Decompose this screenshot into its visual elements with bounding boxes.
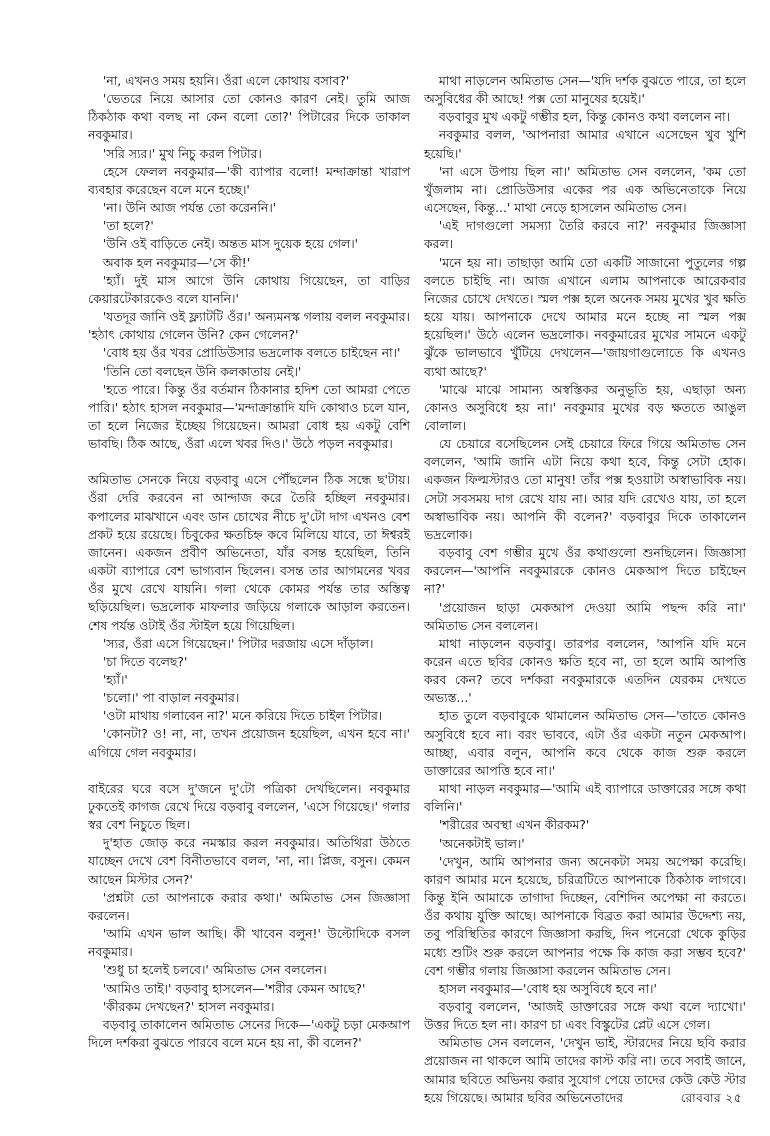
paragraph: 'প্রশ্নটা তো আপনাকে করার কথা।' অমিতাভ সেন জিজ্ঞাসা করলেন। [88,889,410,923]
paragraph: 'শরীরের অবস্থা এখন কীরকম?' [438,817,590,833]
paragraph: 'মনে হয় না। তাছাড়া আমি তো একটি সাজানো পুতুলের গল্প বলতে চাইছি না। আজ এখানে এলাম আপনাকে আরেকবার নিজের চোখে দেখতে। স্মল পক্স হলে অনেক সময় মুখের খুব ক্ষতি হয়ে যায়। আপনাকে দেখে আমার মনে হচ্ছে না স্মল পক্স হয়েছিল।' উঠে এলেন ভদ্রলোক। নবকুমারের মুখের সামনে একটু ঝুঁকে ভালভাবে খুঁটিয়ে দেখলেন—'জায়গাগুলোতে কি এখনও ব্যথা আছে?' [424,254,746,379]
paragraph: 'হতে পারে। কিন্তু ওঁর বর্তমান ঠিকানার হদিশ তো আমরা পেতে পারি।' হঠাৎ হাসল নবকুমার—'মন্দাক্রান্তাদি যদি কোথাও চলে যান, তা হলে নিজের ইচ্ছেয় গিয়েছেন। আমরা বোধ হয় একটু বেশি ভাবছি। ঠিক আছে, ওঁরা এলে খবর দিও।' উঠে পড়ল নবকুমার। [88,381,410,452]
paragraph: মাথা নাড়ল নবকুমার—'আমি এই ব্যাপারে ডাক্তারের সঙ্গে কথা বলিনি।' [424,781,746,815]
paragraph: 'না। উনি আজ পর্যন্ত তো করেননি।' [102,200,277,216]
paragraph: 'কোনটা? ও! না, না, তখন প্রয়োজন হয়েছিল, এখন হবে না।' এগিয়ে গেল নবকুমার। [88,726,410,760]
paragraph: বড়বাবু বেশ গম্ভীর মুখে ওঁর কথাগুলো শুনছিলেন। জিজ্ঞাসা করলেন—'আপনি নবকুমারকে কোনও মেকআপ দিতে চাইছেন না?' [424,545,746,597]
paragraph: যে চেয়ারে বসেছিলেন সেই চেয়ারে ফিরে গিয়ে অমিতাভ সেন বললেন, 'আমি জানি এটা নিয়ে কথা হবে, কিন্তু সেটা হোক। একজন ফিল্মস্টারও তো মানুষ! তাঁর পক্স হওয়াটা অস্বাভাবিক নয়। সেটা সবসময় দাগ রেখে যায় না। আর যদি রেখেও যায়, তা হলে অস্বাভাবিক নয়। আপনি কী বলেন?' বড়বাবুর দিকে তাকালেন ভদ্রলোক। [424,436,746,542]
paragraph: বড়বাবু তাকালেন অমিতাভ সেনের দিকে—'একটু চড়া মেকআপ দিলে দর্শকরা বুঝতে পারবে বলে মনে হয় না, কী বলেন?' [88,1016,410,1050]
paragraph: 'ওটা মাথায় গলাবেন না?' মনে করিয়ে দিতে চাইল পিটার। [102,708,383,724]
paragraph: বাইরের ঘরে বসে দু'জনে দু'টো পত্রিকা দেখছিলেন। নবকুমার ঢুকতেই কাগজ রেখে দিয়ে বড়বাবু বললেন, 'এসে গিয়েছে।' গলার স্বর বেশ নিচুতে ছিল। [88,780,410,833]
paragraph: 'কীরকম দেখছেন?' হাসল নবকুমার। [102,998,275,1014]
paragraph: 'তা হলে?' [102,218,154,234]
paragraph: 'তিনি তো বলছেন উনি কলকাতায় নেই।' [102,363,302,379]
paragraph: মাথা নাড়লেন বড়বাবু। তারপর বললেন, 'আপনি যদি মনে করেন এতে ছবির কোনও ক্ষতি হবে না, তা হলে আমি আপত্তি করব কেন? তবে দর্শকরা নবকুমারকে এতদিন যেরকম দেখতে অভ্যস্ত...' [424,635,746,706]
paragraph: 'ভেতরে নিয়ে আসার তো কোনও কারণ নেই। তুমি আজ ঠিকঠাক কথা বলছ না কেন বলো তো?' পিটারের দিকে তাকাল নবকুমার। [88,91,410,143]
paragraph: মাথা নাড়লেন অমিতাভ সেন—'যদি দর্শক বুঝতে পারে, তা হলে অসুবিধের কী আছে! পক্স তো মানুষের হয়েই।' [424,73,746,107]
paragraph: হেসে ফেলল নবকুমার—'কী ব্যাপার বলো! মন্দাক্রান্তা খারাপ ব্যবহার করেছেন বলে মনে হচ্ছে।' [88,163,410,197]
paragraph: 'অনেকটাই ভাল।' [438,835,525,851]
paragraph: 'না, এখনও সময় হয়নি। ওঁরা এলে কোথায় বসাব?' [102,73,350,88]
paragraph: 'আমিও তাই।' বড়বাবু হাসলেন—'শরীর কেমন আছে?' [102,980,366,996]
paragraph: 'স্যর, ওঁরা এসে গিয়েছেন।' পিটার দরজায় এসে দাঁড়াল। [102,635,374,651]
paragraph: দু'হাত জোড় করে নমস্কার করল নবকুমার। অতিথিরা উঠতে যাচ্ছেন দেখে বেশ বিনীতভাবে বলল, 'না, না। প্লিজ, বসুন। কেমন আছেন মিস্টার সেন?' [88,835,410,887]
paragraph: 'হ্যাঁ। দুই মাস আগে উনি কোথায় গিয়েছেন, তা বাড়ির কেয়ারটেকারকেও বলে যাননি।' [88,272,410,306]
paragraph: 'শুধু চা হলেই চলবে।' অমিতাভ সেন বললেন। [102,962,327,978]
page-footer: রোববার ২৫ [680,1091,742,1105]
paragraph: 'সরি স্যর।' মুখ নিচু করল পিটার। [102,145,262,161]
paragraph: বড়বাবু বললেন, 'আজই ডাক্তারের সঙ্গে কথা বলে দ্যাখো।' উত্তর দিতে হল না। কারণ চা এবং বিস্কুটের প্লেট এসে গেল। [424,998,746,1033]
paragraph: 'প্রয়োজন ছাড়া মেকআপ দেওয়া আমি পছন্দ করি না।' অমিতাভ সেন বললেন। [424,599,746,633]
paragraph: 'চলো।' পা বাড়াল নবকুমার। [102,690,240,706]
paragraph: 'উনি ওই বাড়িতে নেই। অন্তত মাস দুয়েক হয়ে গেল।' [102,236,359,252]
left-column [88,72,410,1052]
paragraph: 'বোধ হয় ওঁর খবর প্রোডিউসার ভদ্রলোক বলতে চাইছেন না।' [102,345,401,361]
paragraph: অমিতাভ সেন বললেন, 'দেখুন ভাই, স্টারদের নিয়ে ছবি করার প্রয়োজন না থাকলে আমি তাদের কাস্ট করি না। তবে সবাই জানে, আমার ছবিতে অভিনয় করার সুযোগ পেয়ে তাদের কেউ কেউ স্টার হয়ে গিয়েছে। আমার ছবির অভিনেতাদের [424,1035,746,1105]
paragraph: 'মাঝে মাঝে সামান্য অস্বস্তিকর অনুভূতি হয়, এছাড়া অন্য কোনও অসুবিধে হয় না।' নবকুমার মুখের বড় ক্ষততে আঙুল বোলাল। [424,381,746,433]
paragraph: 'দেখুন, আমি আপনার জন্য অনেকটা সময় অপেক্ষা করেছি। কারণ আমার মনে হয়েছে, চরিত্রটিতে আপনাকে ঠিকঠাক লাগবে। কিন্তু ইনি আমাকে তাগাদা দিচ্ছেন, বেশিদিন অপেক্ষা না করতে। ওঁর কথায় যুক্তি আছে। আপনাকে বিব্রত করা আমার উদ্দেশ্য নয়, তবু পরিস্থিতির কারণে জিজ্ঞাসা করছি, দিন পনেরো থেকে কুড়ির মধ্যে শুটিং শুরু করলে আপনার পক্ষে কি কাজ করা সম্ভব হবে?' বেশ গম্ভীর গলায় জিজ্ঞাসা করলেন অমিতাভ সেন। [424,853,746,978]
paragraph: 'চা দিতে বলেছ?' [102,653,188,669]
paragraph: নবকুমার বলল, 'আপনারা আমার এখানে এসেছেন খুব খুশি হয়েছি।' [424,127,746,161]
paragraph: হাত তুলে বড়বাবুকে থামালেন অমিতাভ সেন—'তাতে কোনও অসুবিধে হবে না। বরং ভাববে, এটা ওঁর একটা নতুন মেকআপ। আচ্ছা, এবার বলুন, আপনি কবে থেকে কাজ শুরু করলে ডাক্তারের আপত্তি হবে না।' [424,708,746,778]
paragraph: বড়বাবুর মুখ একটু গম্ভীর হল, কিন্তু কোনও কথা বললেন না। [438,109,731,125]
paragraph: অবাক হল নবকুমার—'সে কী!' [102,254,251,270]
paragraph: 'না এসে উপায় ছিল না।' অমিতাভ সেন বললেন, 'কম তো খুঁজলাম না। প্রোডিউসার একের পর এক অভিনেতাকে নিয়ে এসেছেন, কিন্তু...' মাথা নেড়ে হাসলেন অমিতাভ সেন। [424,163,746,216]
paragraph: 'হ্যাঁ।' [102,672,128,687]
paragraph: 'যতদূর জানি ওই ফ্ল্যাটটি ওঁর।' অন্যমনস্ক গলায় বলল নবকুমার। 'হঠাৎ কোথায় গেলেন উনি? কেন গেলেন?' [88,309,410,343]
paragraph: অমিতাভ সেনকে নিয়ে বড়বাবু এসে পৌঁছলেন ঠিক সন্ধে ছ'টায়। ওঁরা দেরি করবেন না আন্দাজ করে তৈরি হচ্ছিল নবকুমার। কপালের মাঝখানে এবং ডান চোখের নীচে দু'টো দাগ এখনও বেশ প্রকট হয়ে রয়েছে। চিবুকের ক্ষতচিহ্ন কবে মিলিয়ে যাবে, তা ঈশ্বরই জানেন। একজন প্রবীণ অভিনেতা, যাঁর বসন্ত হয়েছিল, তিনি একটা ব্যাপারে বেশ ভাগ্যবান ছিলেন। বসন্ত তার আগমনের খবর ওঁর মুখে রেখে যায়নি। গলা থেকে কোমর পর্যন্ত তার অস্তিত্ব ছড়িয়েছিল। ভদ্রলোক মাফলার জড়িয়ে গলাকে আড়াল করতেন। শেষ পর্যন্ত ওটাই ওঁর স্টাইল হয়ে গিয়েছিল। [88,472,410,633]
right-column [424,72,746,1107]
paragraph: 'আমি এখন ভাল আছি। কী খাবেন বলুন!' উল্টোদিকে বসল নবকুমার। [88,926,410,960]
paragraph: 'এই দাগগুলো সমস্যা তৈরি করবে না?' নবকুমার জিজ্ঞাসা করল। [424,218,746,252]
paragraph: হাসল নবকুমার—'বোধ হয় অসুবিধে হবে না।' [438,980,657,996]
